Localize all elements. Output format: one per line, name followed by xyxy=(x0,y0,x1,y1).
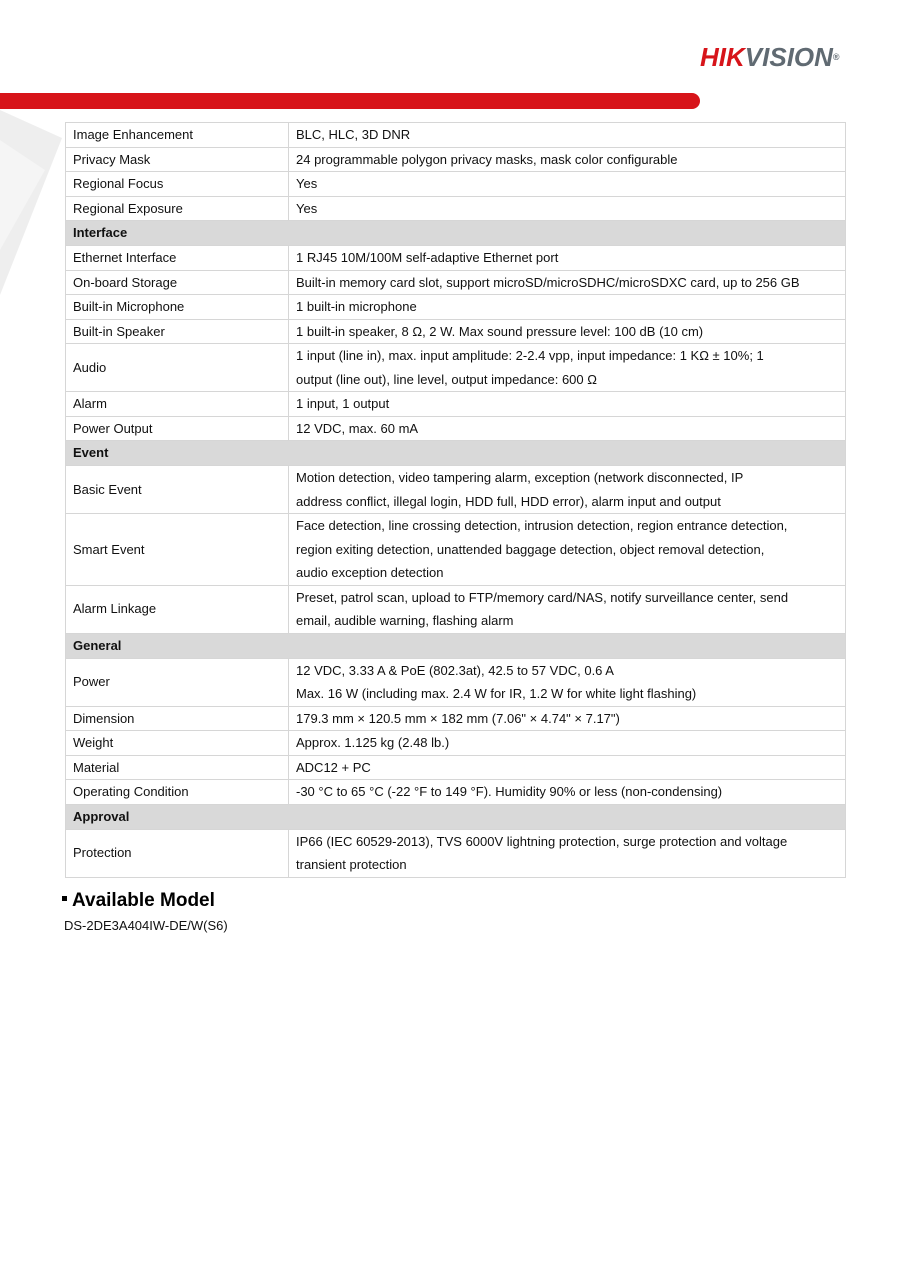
spec-value-line: transient protection xyxy=(296,857,407,872)
spec-value xyxy=(289,172,846,197)
specification-table xyxy=(65,122,846,878)
table-row xyxy=(66,706,846,731)
spec-value-line: 24 programmable polygon privacy masks, mask color configurable xyxy=(296,151,678,167)
available-model-heading xyxy=(62,890,215,912)
spec-label: Smart Event xyxy=(66,514,289,586)
table-row xyxy=(66,731,846,756)
spec-label: Dimension xyxy=(66,706,289,731)
header-red-bar xyxy=(0,93,700,109)
section-header: Approval xyxy=(66,804,846,829)
spec-value-line: Approx. 1.125 kg (2.48 lb.) xyxy=(296,735,450,750)
table-row xyxy=(66,246,846,271)
spec-value-line: 1 RJ45 10M/100M self-adaptive Ethernet port xyxy=(296,250,559,265)
registered-mark: ® xyxy=(832,52,840,62)
section-header-row xyxy=(66,633,846,658)
spec-label: Regional Exposure xyxy=(66,196,289,221)
table-row xyxy=(66,270,846,295)
spec-value-line: Yes xyxy=(296,176,318,191)
spec-value xyxy=(289,829,846,877)
spec-label: Alarm xyxy=(66,392,289,417)
spec-label: Privacy Mask xyxy=(66,147,289,172)
table-row xyxy=(66,466,846,514)
table-row xyxy=(66,172,846,197)
logo-text-vision: VISION xyxy=(744,42,833,72)
table-row xyxy=(66,295,846,320)
spec-value-line: 179.3 mm × 120.5 mm × 182 mm (7.06" × 4.74" × 7.17") xyxy=(296,710,620,726)
spec-value xyxy=(289,246,846,271)
spec-value-line: IP66 (IEC 60529-2013), TVS 6000V lightning protection, surge protection and voltage xyxy=(296,833,788,849)
spec-value xyxy=(289,585,846,633)
spec-value-line: Motion detection, video tampering alarm, exception (network disconnected, IP xyxy=(296,470,744,485)
spec-label: Operating Condition xyxy=(66,780,289,805)
spec-value-line: 12 VDC, max. 60 mA xyxy=(296,420,419,436)
spec-value-line: Max. 16 W (including max. 2.4 W for IR, 1.2 W for white light flashing) xyxy=(296,686,697,701)
spec-label: Built-in Microphone xyxy=(66,295,289,320)
spec-value-line: region exiting detection, unattended baggage detection, object removal detection, xyxy=(296,541,765,557)
spec-value xyxy=(289,295,846,320)
spec-value xyxy=(289,731,846,756)
table-row xyxy=(66,755,846,780)
table-row xyxy=(66,514,846,586)
spec-value-line: ADC12 + PC xyxy=(296,759,371,775)
spec-value-line: address conflict, illegal login, HDD full, HDD error), alarm input and output xyxy=(296,493,721,509)
spec-label: Basic Event xyxy=(66,466,289,514)
spec-label: Weight xyxy=(66,731,289,756)
spec-value xyxy=(289,780,846,805)
table-row xyxy=(66,585,846,633)
table-row xyxy=(66,147,846,172)
spec-value xyxy=(289,392,846,417)
spec-value-line: -30 °C to 65 °C (-22 °F to 149 °F). Humidity 90% or less (non-condensing) xyxy=(296,784,723,799)
spec-label: On-board Storage xyxy=(66,270,289,295)
table-row xyxy=(66,829,846,877)
table-row xyxy=(66,416,846,441)
spec-value xyxy=(289,344,846,392)
section-header-row xyxy=(66,441,846,466)
spec-label: Image Enhancement xyxy=(66,123,289,148)
hikvision-logo xyxy=(700,40,870,74)
spec-value-line: Preset, patrol scan, upload to FTP/memory card/NAS, notify surveillance center, send xyxy=(296,589,789,605)
bullet-icon xyxy=(62,896,67,901)
section-header-row xyxy=(66,221,846,246)
spec-value-line: BLC, HLC, 3D DNR xyxy=(296,127,411,142)
section-header: Event xyxy=(66,441,846,466)
table-row xyxy=(66,392,846,417)
spec-value-line: output (line out), line level, output impedance: 600 Ω xyxy=(296,371,597,387)
table-row xyxy=(66,344,846,392)
table-row xyxy=(66,123,846,148)
spec-value xyxy=(289,319,846,344)
spec-value xyxy=(289,123,846,148)
spec-label: Audio xyxy=(66,344,289,392)
spec-value-line: 1 built-in microphone xyxy=(296,299,417,314)
spec-value xyxy=(289,706,846,731)
spec-value-line: 1 input (line in), max. input amplitude: 2-2.4 vpp, input impedance: 1 KΩ ± 10%; 1 xyxy=(296,348,764,363)
spec-label: Protection xyxy=(66,829,289,877)
spec-value-line: Yes xyxy=(296,200,318,216)
spec-value xyxy=(289,658,846,706)
spec-label: Power Output xyxy=(66,416,289,441)
spec-value-line: 12 VDC, 3.33 A & PoE (802.3at), 42.5 to 57 VDC, 0.6 A xyxy=(296,662,614,678)
spec-value-line: 1 input, 1 output xyxy=(296,396,390,411)
spec-value-line: Built-in memory card slot, support microSD/microSDHC/microSDXC card, up to 256 GB xyxy=(296,274,800,290)
model-number: DS-2DE3A404IW-DE/W(S6) xyxy=(64,918,228,933)
section-header-row xyxy=(66,804,846,829)
watermark-shape-icon xyxy=(0,110,70,295)
spec-label: Material xyxy=(66,755,289,780)
section-header: General xyxy=(66,633,846,658)
spec-value-line: audio exception detection xyxy=(296,565,444,580)
spec-value-line: email, audible warning, flashing alarm xyxy=(296,613,514,628)
spec-label: Built-in Speaker xyxy=(66,319,289,344)
available-model-heading-text: Available Model xyxy=(72,890,215,911)
spec-value-line: 1 built-in speaker, 8 Ω, 2 W. Max sound pressure level: 100 dB (10 cm) xyxy=(296,323,704,339)
table-row xyxy=(66,780,846,805)
spec-value xyxy=(289,196,846,221)
spec-value xyxy=(289,147,846,172)
spec-value xyxy=(289,514,846,586)
spec-label: Alarm Linkage xyxy=(66,585,289,633)
spec-value xyxy=(289,466,846,514)
spec-value xyxy=(289,755,846,780)
table-row xyxy=(66,658,846,706)
logo-text-hik: HIK xyxy=(700,42,745,72)
spec-value xyxy=(289,270,846,295)
spec-value xyxy=(289,416,846,441)
spec-label: Ethernet Interface xyxy=(66,246,289,271)
spec-label: Power xyxy=(66,658,289,706)
spec-value-line: Face detection, line crossing detection, intrusion detection, region entrance detection, xyxy=(296,518,788,533)
table-row xyxy=(66,319,846,344)
spec-label: Regional Focus xyxy=(66,172,289,197)
section-header: Interface xyxy=(66,221,846,246)
table-row xyxy=(66,196,846,221)
